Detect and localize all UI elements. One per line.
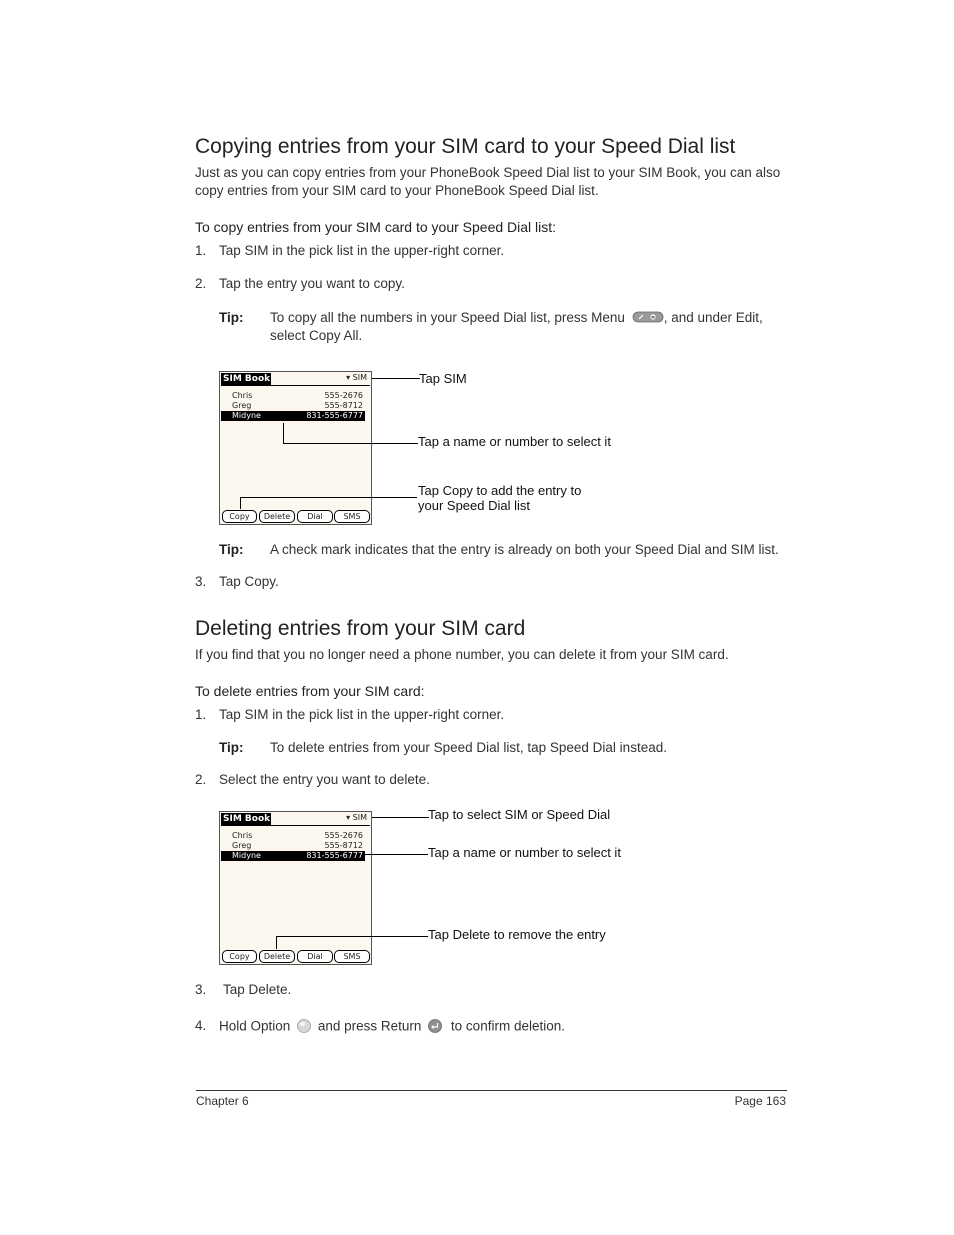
list-item-selected[interactable]: [221, 851, 365, 861]
step-text: Tap Delete.: [223, 982, 292, 997]
tip-label: Tip:: [219, 740, 244, 755]
callout-tap-select: Tap to select SIM or Speed Dial: [428, 807, 611, 822]
step-number: 3.: [195, 982, 207, 997]
callout-line: [372, 378, 420, 379]
step-text-part: to confirm deletion.: [450, 1018, 565, 1034]
callout-line: [276, 936, 277, 949]
sim-book-screenshot: [219, 371, 372, 525]
step-text: Tap SIM in the pick list in the upper-right corner.: [219, 707, 505, 722]
sim-picker[interactable]: ▾ SIM: [346, 373, 367, 382]
intro-line-2: copy entries from your SIM card to your PhoneBook Speed Dial list.: [195, 183, 599, 198]
step-number: 2.: [195, 276, 207, 291]
callout-line: [276, 936, 428, 937]
tip-text: To delete entries from your Speed Dial list, tap Speed Dial instead.: [270, 740, 667, 755]
tip-text-line2: select Copy All.: [270, 328, 363, 343]
entry-number: 555-2676: [324, 391, 363, 400]
list-item-selected[interactable]: [221, 411, 365, 421]
entry-number: 555-8712: [324, 401, 363, 410]
entry-number: 555-2676: [324, 831, 363, 840]
list-item[interactable]: [221, 401, 365, 411]
callout-line: [283, 443, 418, 444]
dial-button[interactable]: Dial: [297, 950, 333, 963]
sim-picker[interactable]: ▾ SIM: [346, 813, 367, 822]
dial-button[interactable]: Dial: [297, 510, 333, 523]
tip-text: [270, 309, 790, 345]
entry-number: 831-555-6777: [306, 411, 363, 420]
step-number: 2.: [195, 772, 207, 787]
list-item[interactable]: [221, 841, 365, 851]
footer-chapter: Chapter 6: [196, 1094, 249, 1108]
step-number: 1.: [195, 243, 207, 258]
step-text: Tap SIM in the pick list in the upper-right corner.: [219, 243, 505, 258]
callout-line: [240, 497, 417, 498]
step-text: Tap the entry you want to copy.: [219, 276, 405, 291]
tip-text-part: , and under Edit,: [663, 310, 763, 325]
entry-name: Midyne: [232, 851, 261, 860]
intro-paragraph-copy: [195, 164, 780, 200]
option-key-icon: [296, 1018, 312, 1034]
list-item[interactable]: [221, 391, 365, 401]
callout-line-2: your Speed Dial list: [418, 498, 530, 513]
step-number: 4.: [195, 1018, 207, 1033]
callout-line: [283, 423, 284, 443]
entry-name: Midyne: [232, 411, 261, 420]
callout-tap-sim: Tap SIM: [419, 371, 467, 386]
sms-button[interactable]: SMS: [334, 950, 370, 963]
callout-line: [372, 817, 429, 818]
callout-tap-name: Tap a name or number to select it: [418, 434, 611, 449]
sim-book-screenshot: [219, 811, 372, 965]
step-number: 1.: [195, 707, 207, 722]
intro-paragraph-delete: If you find that you no longer need a phone number, you can delete it from your SIM card.: [195, 647, 729, 662]
delete-button[interactable]: Delete: [259, 950, 295, 963]
list-item[interactable]: [221, 831, 365, 841]
tip-text-part: To copy all the numbers in your Speed Dial list, press Menu: [270, 310, 625, 325]
callout-line: [365, 854, 428, 855]
delete-button[interactable]: Delete: [259, 510, 295, 523]
tip-label: Tip:: [219, 542, 244, 557]
sim-book-title: SIM Book: [223, 374, 271, 384]
entry-name: Chris: [232, 831, 253, 840]
sim-book-title: SIM Book: [223, 814, 271, 824]
intro-line-1: Just as you can copy entries from your PhoneBook Speed Dial list to your SIM Book, you can also: [195, 165, 781, 180]
sms-button[interactable]: SMS: [334, 510, 370, 523]
title-underline: [221, 385, 370, 386]
procedure-title-copy: To copy entries from your SIM card to your Speed Dial list:: [195, 219, 557, 235]
menu-key-icon: [632, 310, 664, 324]
tip-text: A check mark indicates that the entry is already on both your Speed Dial and SIM list.: [270, 542, 779, 557]
step-text: Tap Copy.: [219, 574, 279, 589]
footer-rule: [196, 1090, 787, 1091]
entry-number: 555-8712: [324, 841, 363, 850]
callout-line: [240, 497, 241, 509]
copy-button[interactable]: Copy: [222, 510, 257, 523]
entry-name: Greg: [232, 841, 252, 850]
title-underline: [221, 825, 370, 826]
step-text: [219, 1018, 565, 1036]
step-text-part: Hold Option: [219, 1018, 291, 1034]
step-text-part: and press Return: [317, 1018, 422, 1034]
procedure-title-delete: To delete entries from your SIM card:: [195, 683, 425, 699]
footer-page-number: Page 163: [734, 1094, 786, 1108]
copy-button[interactable]: Copy: [222, 950, 257, 963]
section-heading-delete: Deleting entries from your SIM card: [195, 617, 526, 640]
callout-tap-copy: [418, 483, 581, 513]
callout-line-1: Tap Copy to add the entry to: [418, 483, 582, 498]
entry-number: 831-555-6777: [306, 851, 363, 860]
section-heading-copy: Copying entries from your SIM card to your Speed Dial list: [195, 135, 736, 158]
step-number: 3.: [195, 574, 207, 589]
tip-label: Tip:: [219, 310, 244, 325]
entry-name: Greg: [232, 401, 252, 410]
callout-tap-delete: Tap Delete to remove the entry: [428, 927, 606, 942]
entry-name: Chris: [232, 391, 253, 400]
step-text: Select the entry you want to delete.: [219, 772, 430, 787]
return-key-icon: [427, 1018, 443, 1034]
callout-tap-name: Tap a name or number to select it: [428, 845, 621, 860]
